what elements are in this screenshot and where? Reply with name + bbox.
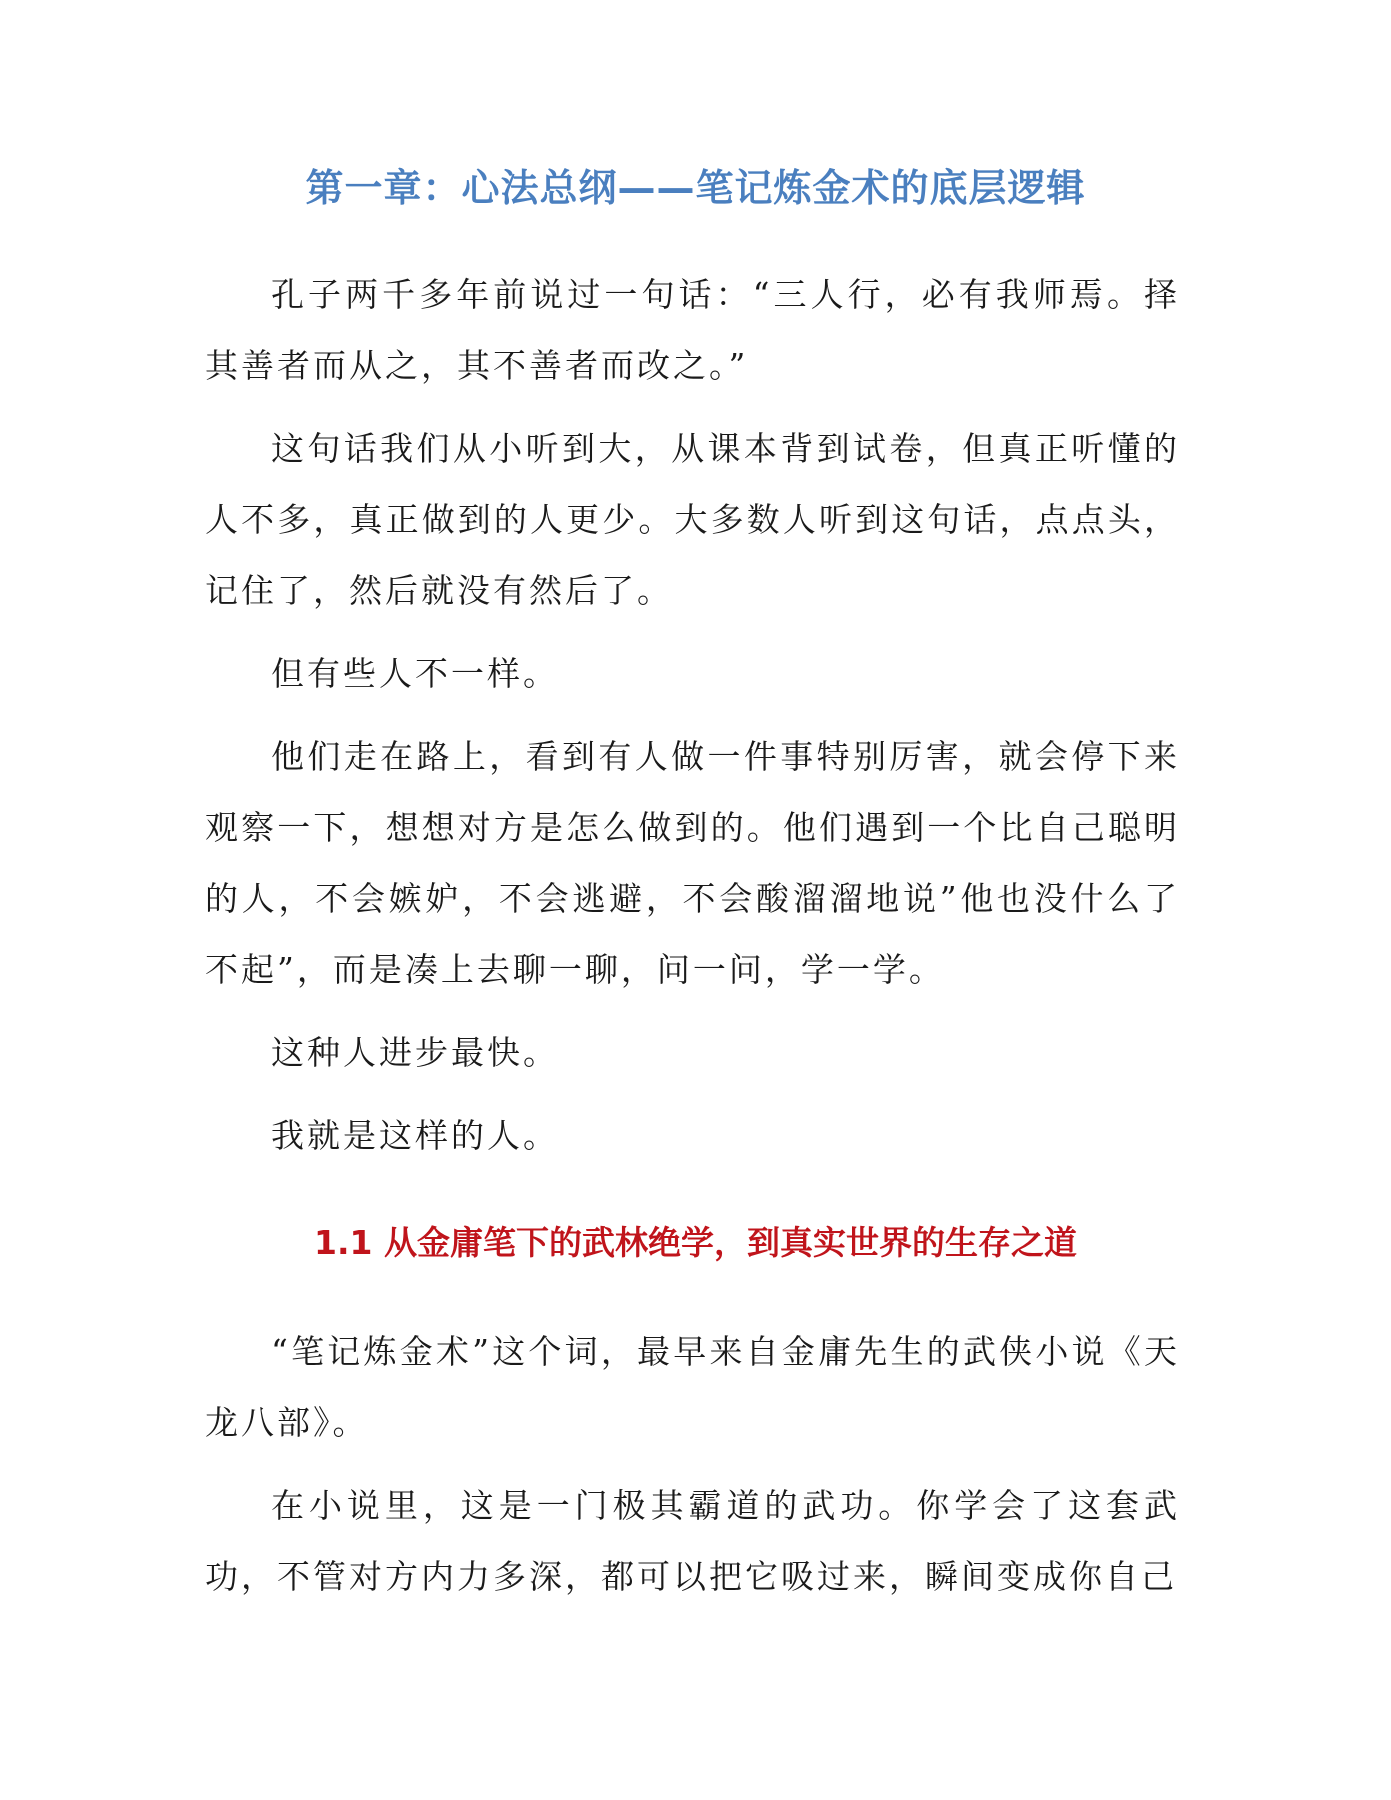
paragraph: 但有些人不一样。 <box>271 654 559 693</box>
chapter-title: 第一章：心法总纲——笔记炼金术的底层逻辑 <box>305 166 1086 210</box>
section-title: 1.1 从金庸笔下的武林绝学，到真实世界的生存之道 <box>314 1223 1077 1262</box>
paragraph: 在小说里，这是一门极其霸道的武功。你学会了这套武功，不管对方内力多深，都可以把它吸过来，瞬间变成你自己 <box>205 1486 1180 1596</box>
paragraph: 这种人进步最快。 <box>271 1033 559 1072</box>
intro-text <box>205 259 1180 1183</box>
paragraph: 我就是这样的人。 <box>271 1116 559 1155</box>
paragraph: 这句话我们从小听到大，从课本背到试卷，但真正听懂的人不多，真正做到的人更少。大多数人听到这句话，点点头，记住了，然后就没有然后了。 <box>205 429 1180 610</box>
paragraph: 他们走在路上，看到有人做一件事特别厉害，就会停下来观察一下，想想对方是怎么做到的。他们遇到一个比自己聪明的人，不会嫉妒，不会逃避，不会酸溜溜地说”他也没什么了不起”，而是凑上去聊一聊，问一问，学一学。 <box>205 737 1180 989</box>
section-text <box>205 1316 1180 1624</box>
paragraph: 孔子两千多年前说过一句话：“三人行，必有我师焉。择其善者而从之，其不善者而改之。” <box>205 275 1180 385</box>
paragraph: “笔记炼金术”这个词，最早来自金庸先生的武侠小说《天龙八部》。 <box>205 1332 1180 1442</box>
